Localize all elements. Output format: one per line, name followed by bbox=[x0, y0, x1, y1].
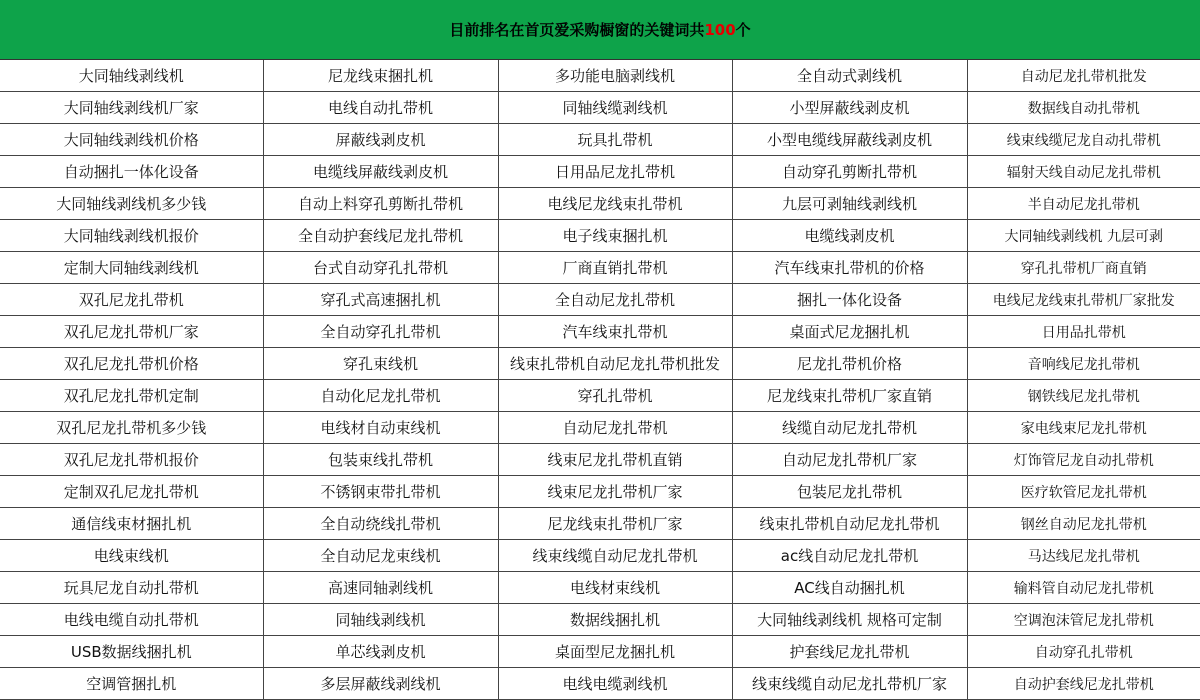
keyword-cell[interactable]: 包装束线扎带机 bbox=[263, 444, 498, 476]
keyword-cell[interactable]: 电子线束捆扎机 bbox=[498, 220, 732, 252]
table-row bbox=[0, 604, 1200, 636]
keyword-cell[interactable]: 桌面式尼龙捆扎机 bbox=[732, 316, 967, 348]
keyword-cell[interactable]: 线束尼龙扎带机厂家 bbox=[498, 476, 732, 508]
keyword-cell[interactable]: 电线材自动束线机 bbox=[263, 412, 498, 444]
keyword-cell[interactable]: 全自动绕线扎带机 bbox=[263, 508, 498, 540]
keyword-cell[interactable]: 小型电缆线屏蔽线剥皮机 bbox=[732, 124, 967, 156]
keyword-cell[interactable]: 尼龙线束扎带机厂家直销 bbox=[732, 380, 967, 412]
keyword-cell[interactable]: 小型屏蔽线剥皮机 bbox=[732, 92, 967, 124]
keyword-cell[interactable]: 数据线捆扎机 bbox=[498, 604, 732, 636]
table-row bbox=[0, 668, 1200, 700]
keyword-cell[interactable]: 线束线缆尼龙自动扎带机 bbox=[967, 124, 1200, 156]
table-row bbox=[0, 636, 1200, 668]
keyword-cell[interactable]: 定制大同轴线剥线机 bbox=[0, 252, 263, 284]
keyword-cell[interactable]: 电线电缆剥线机 bbox=[498, 668, 732, 700]
table-row bbox=[0, 188, 1200, 220]
keyword-cell[interactable]: 玩具扎带机 bbox=[498, 124, 732, 156]
keyword-cell[interactable]: 汽车线束扎带机 bbox=[498, 316, 732, 348]
keyword-cell[interactable]: 线束扎带机自动尼龙扎带机 bbox=[732, 508, 967, 540]
keyword-cell[interactable]: 电线自动扎带机 bbox=[263, 92, 498, 124]
keyword-table bbox=[0, 60, 1200, 700]
keyword-cell[interactable]: 双孔尼龙扎带机 bbox=[0, 284, 263, 316]
keyword-cell[interactable]: 捆扎一体化设备 bbox=[732, 284, 967, 316]
keyword-cell[interactable]: 大同轴线剥线机厂家 bbox=[0, 92, 263, 124]
keyword-cell[interactable]: 同轴线缆剥线机 bbox=[498, 92, 732, 124]
keyword-cell[interactable]: 马达线尼龙扎带机 bbox=[967, 540, 1200, 572]
table-row bbox=[0, 380, 1200, 412]
table-row bbox=[0, 156, 1200, 188]
keyword-cell[interactable]: ac线自动尼龙扎带机 bbox=[732, 540, 967, 572]
keyword-cell[interactable]: 电线材束线机 bbox=[498, 572, 732, 604]
keyword-cell[interactable]: 音响线尼龙扎带机 bbox=[967, 348, 1200, 380]
table-row bbox=[0, 508, 1200, 540]
table-row bbox=[0, 444, 1200, 476]
keyword-cell[interactable]: 日用品尼龙扎带机 bbox=[498, 156, 732, 188]
table-row bbox=[0, 412, 1200, 444]
keyword-cell[interactable]: 全自动式剥线机 bbox=[732, 60, 967, 92]
keyword-cell[interactable]: 护套线尼龙扎带机 bbox=[732, 636, 967, 668]
keyword-cell[interactable]: 双孔尼龙扎带机报价 bbox=[0, 444, 263, 476]
keyword-cell[interactable]: 电线尼龙线束扎带机厂家批发 bbox=[967, 284, 1200, 316]
keyword-cell[interactable]: 钢丝自动尼龙扎带机 bbox=[967, 508, 1200, 540]
keyword-cell[interactable]: 同轴线剥线机 bbox=[263, 604, 498, 636]
keyword-cell[interactable]: USB数据线捆扎机 bbox=[0, 636, 263, 668]
keyword-cell[interactable]: 尼龙扎带机价格 bbox=[732, 348, 967, 380]
keyword-cell[interactable]: 包装尼龙扎带机 bbox=[732, 476, 967, 508]
keyword-cell[interactable]: 线束扎带机自动尼龙扎带机批发 bbox=[498, 348, 732, 380]
keyword-cell[interactable]: 数据线自动扎带机 bbox=[967, 92, 1200, 124]
keyword-cell[interactable]: 多层屏蔽线剥线机 bbox=[263, 668, 498, 700]
table-row bbox=[0, 476, 1200, 508]
keyword-cell[interactable]: 灯饰管尼龙自动扎带机 bbox=[967, 444, 1200, 476]
keyword-cell[interactable]: AC线自动捆扎机 bbox=[732, 572, 967, 604]
keyword-cell[interactable]: 医疗软管尼龙扎带机 bbox=[967, 476, 1200, 508]
table-row bbox=[0, 572, 1200, 604]
table-row bbox=[0, 316, 1200, 348]
keyword-cell[interactable]: 不锈钢束带扎带机 bbox=[263, 476, 498, 508]
keyword-cell[interactable]: 穿孔扎带机厂商直销 bbox=[967, 252, 1200, 284]
keyword-cell[interactable]: 穿孔式高速捆扎机 bbox=[263, 284, 498, 316]
keyword-cell[interactable]: 自动尼龙扎带机批发 bbox=[967, 60, 1200, 92]
keyword-cell[interactable]: 多功能电脑剥线机 bbox=[498, 60, 732, 92]
keyword-cell[interactable]: 桌面型尼龙捆扎机 bbox=[498, 636, 732, 668]
table-row bbox=[0, 540, 1200, 572]
keyword-cell[interactable]: 厂商直销扎带机 bbox=[498, 252, 732, 284]
title-suffix: 个 bbox=[735, 21, 751, 39]
keyword-cell[interactable]: 电线束线机 bbox=[0, 540, 263, 572]
keyword-cell[interactable]: 单芯线剥皮机 bbox=[263, 636, 498, 668]
keyword-cell[interactable]: 电缆线屏蔽线剥皮机 bbox=[263, 156, 498, 188]
keyword-cell[interactable]: 尼龙线束扎带机厂家 bbox=[498, 508, 732, 540]
keyword-cell[interactable]: 全自动穿孔扎带机 bbox=[263, 316, 498, 348]
keyword-cell[interactable]: 自动上料穿孔剪断扎带机 bbox=[263, 188, 498, 220]
keyword-cell[interactable]: 大同轴线剥线机 九层可剥 bbox=[967, 220, 1200, 252]
keyword-cell[interactable]: 台式自动穿孔扎带机 bbox=[263, 252, 498, 284]
keyword-cell[interactable]: 双孔尼龙扎带机定制 bbox=[0, 380, 263, 412]
keyword-cell[interactable]: 九层可剥轴线剥线机 bbox=[732, 188, 967, 220]
keyword-cell[interactable]: 通信线束材捆扎机 bbox=[0, 508, 263, 540]
keyword-cell[interactable]: 钢铁线尼龙扎带机 bbox=[967, 380, 1200, 412]
keyword-cell[interactable]: 自动穿孔剪断扎带机 bbox=[732, 156, 967, 188]
keyword-cell[interactable]: 大同轴线剥线机多少钱 bbox=[0, 188, 263, 220]
table-row bbox=[0, 220, 1200, 252]
keyword-cell[interactable]: 线缆自动尼龙扎带机 bbox=[732, 412, 967, 444]
keyword-cell[interactable]: 自动化尼龙扎带机 bbox=[263, 380, 498, 412]
keyword-cell[interactable]: 穿孔扎带机 bbox=[498, 380, 732, 412]
keyword-cell[interactable]: 双孔尼龙扎带机价格 bbox=[0, 348, 263, 380]
title-prefix: 目前排名在首页爱采购橱窗的关键词共 bbox=[449, 21, 705, 39]
keyword-cell[interactable]: 全自动尼龙扎带机 bbox=[498, 284, 732, 316]
table-row bbox=[0, 60, 1200, 92]
keyword-cell[interactable]: 电缆线剥皮机 bbox=[732, 220, 967, 252]
keyword-cell[interactable]: 大同轴线剥线机价格 bbox=[0, 124, 263, 156]
keyword-cell[interactable]: 穿孔束线机 bbox=[263, 348, 498, 380]
keyword-cell[interactable]: 半自动尼龙扎带机 bbox=[967, 188, 1200, 220]
keyword-cell[interactable]: 自动尼龙扎带机 bbox=[498, 412, 732, 444]
keyword-cell[interactable]: 自动尼龙扎带机厂家 bbox=[732, 444, 967, 476]
table-row bbox=[0, 252, 1200, 284]
keyword-cell[interactable]: 空调管捆扎机 bbox=[0, 668, 263, 700]
keyword-cell[interactable]: 全自动尼龙束线机 bbox=[263, 540, 498, 572]
table-row bbox=[0, 284, 1200, 316]
keyword-cell[interactable]: 大同轴线剥线机报价 bbox=[0, 220, 263, 252]
keyword-cell[interactable]: 线束尼龙扎带机直销 bbox=[498, 444, 732, 476]
keyword-cell[interactable]: 玩具尼龙自动扎带机 bbox=[0, 572, 263, 604]
keyword-count: 100 bbox=[704, 20, 736, 39]
keyword-cell[interactable]: 日用品扎带机 bbox=[967, 316, 1200, 348]
keyword-cell[interactable]: 家电线束尼龙扎带机 bbox=[967, 412, 1200, 444]
table-row bbox=[0, 124, 1200, 156]
keyword-cell[interactable]: 输料管自动尼龙扎带机 bbox=[967, 572, 1200, 604]
keyword-cell[interactable]: 电线尼龙线束扎带机 bbox=[498, 188, 732, 220]
keyword-cell[interactable]: 尼龙线束捆扎机 bbox=[263, 60, 498, 92]
keyword-cell[interactable]: 辐射天线自动尼龙扎带机 bbox=[967, 156, 1200, 188]
keyword-cell[interactable]: 屏蔽线剥皮机 bbox=[263, 124, 498, 156]
keyword-cell[interactable]: 定制双孔尼龙扎带机 bbox=[0, 476, 263, 508]
keyword-cell[interactable]: 自动护套线尼龙扎带机 bbox=[967, 668, 1200, 700]
keyword-cell[interactable]: 双孔尼龙扎带机厂家 bbox=[0, 316, 263, 348]
table-row bbox=[0, 92, 1200, 124]
keyword-cell[interactable]: 双孔尼龙扎带机多少钱 bbox=[0, 412, 263, 444]
keyword-cell[interactable]: 空调泡沫管尼龙扎带机 bbox=[967, 604, 1200, 636]
keyword-cell[interactable]: 全自动护套线尼龙扎带机 bbox=[263, 220, 498, 252]
table-row bbox=[0, 348, 1200, 380]
keyword-cell[interactable]: 自动捆扎一体化设备 bbox=[0, 156, 263, 188]
keyword-cell[interactable]: 大同轴线剥线机 bbox=[0, 60, 263, 92]
keyword-cell[interactable]: 汽车线束扎带机的价格 bbox=[732, 252, 967, 284]
sheet-title bbox=[0, 0, 1200, 60]
keyword-cell[interactable]: 电线电缆自动扎带机 bbox=[0, 604, 263, 636]
keyword-cell[interactable]: 线束线缆自动尼龙扎带机 bbox=[498, 540, 732, 572]
keyword-cell[interactable]: 大同轴线剥线机 规格可定制 bbox=[732, 604, 967, 636]
keyword-cell[interactable]: 自动穿孔扎带机 bbox=[967, 636, 1200, 668]
keyword-cell[interactable]: 高速同轴剥线机 bbox=[263, 572, 498, 604]
keyword-cell[interactable]: 线束线缆自动尼龙扎带机厂家 bbox=[732, 668, 967, 700]
